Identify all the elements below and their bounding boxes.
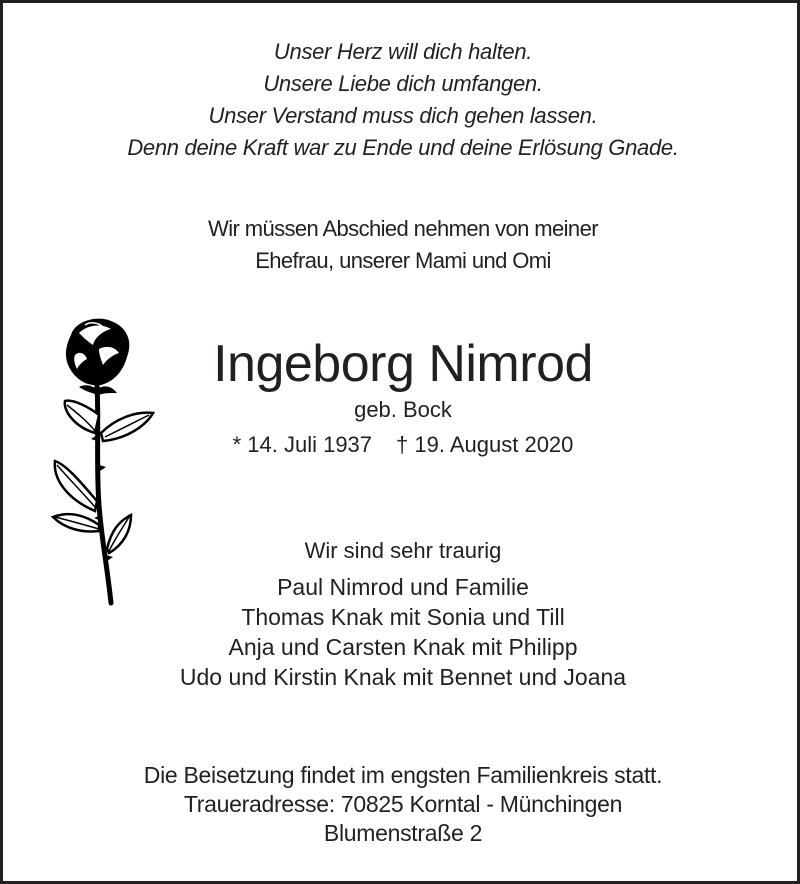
deceased-name: Ingeborg Nimrod	[213, 335, 593, 393]
poem-line: Denn deine Kraft war zu Ende und deine Erlösung Gnade.	[127, 135, 679, 160]
life-dates	[3, 428, 800, 462]
mourner-line: Udo und Kirstin Knak mit Bennet und Joana	[179, 664, 627, 690]
mourner-line: Thomas Knak mit Sonia und Till	[241, 604, 565, 630]
death-date: † 19. August 2020	[396, 432, 574, 457]
poem	[3, 36, 800, 164]
poem-line: Unser Verstand muss dich gehen lassen.	[208, 103, 598, 128]
street-address: Blumenstraße 2	[323, 820, 483, 846]
farewell-intro	[3, 213, 800, 277]
mourner-line: Paul Nimrod und Familie	[277, 574, 529, 600]
maiden-name: geb. Bock	[354, 397, 452, 422]
mourners-heading: Wir sind sehr traurig	[304, 538, 502, 563]
mourner-line: Anja und Carsten Knak mit Philipp	[228, 634, 578, 660]
burial-note: Die Beisetzung findet im engsten Familienkreis statt.	[143, 762, 663, 788]
intro-line: Wir müssen Abschied nehmen von meiner	[208, 216, 598, 241]
funeral-info	[3, 761, 800, 848]
intro-line: Ehefrau, unserer Mami und Omi	[255, 248, 551, 273]
birth-date: * 14. Juli 1937	[232, 432, 373, 457]
mourning-address: Traueradresse: 70825 Korntal - Münchingen	[183, 791, 623, 817]
poem-line: Unser Herz will dich halten.	[273, 39, 533, 64]
poem-line: Unsere Liebe dich umfangen.	[263, 71, 543, 96]
mourners-list	[3, 572, 800, 692]
